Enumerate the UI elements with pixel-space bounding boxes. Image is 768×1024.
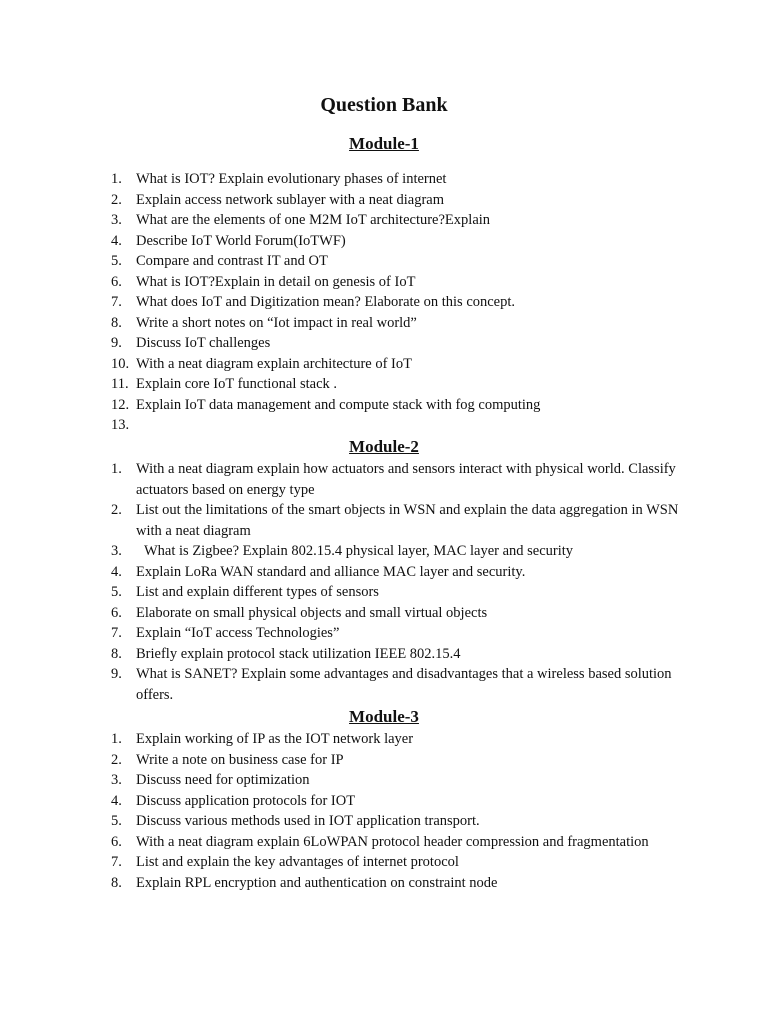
question-item <box>0 272 768 293</box>
module-1-question-list <box>0 169 768 433</box>
question-text: Write a short notes on “Iot impact in real world” <box>136 314 417 331</box>
question-number: 4. <box>111 563 122 580</box>
question-text: Explain access network sublayer with a neat diagram <box>136 191 445 208</box>
question-item <box>0 210 768 231</box>
question-item <box>0 500 768 541</box>
question-item <box>0 190 768 211</box>
question-number: 6. <box>111 273 122 290</box>
question-number: 10. <box>111 355 130 372</box>
question-item <box>0 374 768 395</box>
question-number: 5. <box>111 813 122 829</box>
question-text: Explain core IoT functional stack . <box>136 376 338 392</box>
question-number: 8. <box>111 874 122 891</box>
question-number: 5. <box>111 584 122 600</box>
module-2-question-list <box>0 459 768 705</box>
question-item <box>0 729 768 750</box>
module-1-heading: Module-1 <box>349 134 419 153</box>
question-text: Elaborate on small physical objects and small virtual objects <box>136 604 488 621</box>
question-number: 2. <box>111 751 122 768</box>
question-item <box>0 459 768 500</box>
question-item <box>0 603 768 624</box>
question-item <box>0 664 768 705</box>
question-number: 12. <box>111 396 130 413</box>
question-number: 9. <box>111 666 122 682</box>
page-title: Question Bank <box>320 94 448 116</box>
question-text: What is Zigbee? Explain 802.15.4 physical layer, MAC layer and security <box>144 543 574 559</box>
question-item <box>0 169 768 190</box>
question-item <box>0 750 768 771</box>
module-3-question-list <box>0 729 768 893</box>
module-2-heading: Module-2 <box>349 437 419 456</box>
question-item <box>0 623 768 644</box>
question-text: What is IOT?Explain in detail on genesis of IoT <box>136 273 416 290</box>
question-number: 3. <box>111 543 122 559</box>
question-number: 4. <box>111 792 122 809</box>
question-number: 3. <box>111 212 122 228</box>
question-text: Discuss IoT challenges <box>136 335 271 351</box>
question-number: 4. <box>111 232 122 249</box>
question-item <box>0 644 768 665</box>
question-text: What is SANET? Explain some advantages and disadvantages that a wireless based solution offers. <box>136 666 672 703</box>
question-number: 3. <box>111 772 122 788</box>
question-number: 2. <box>111 191 122 208</box>
question-item <box>0 395 768 416</box>
question-text: Explain RPL encryption and authentication on constraint node <box>136 874 498 891</box>
question-number: 8. <box>111 645 122 662</box>
question-text: With a neat diagram explain 6LoWPAN protocol header compression and fragmentation <box>136 833 649 850</box>
question-item <box>0 313 768 334</box>
question-item <box>0 251 768 272</box>
question-text: Write a note on business case for IP <box>136 751 344 768</box>
question-text: What is IOT? Explain evolutionary phases of internet <box>136 171 447 187</box>
question-item <box>0 541 768 562</box>
question-text: Explain IoT data management and compute stack with fog computing <box>136 396 541 413</box>
question-text: Discuss various methods used in IOT application transport. <box>136 813 480 829</box>
question-text: What does IoT and Digitization mean? Elaborate on this concept. <box>136 294 516 310</box>
module-3-heading: Module-3 <box>349 707 419 726</box>
question-text: List out the limitations of the smart objects in WSN and explain the data aggregation in WSN with a neat diagram <box>136 502 679 539</box>
question-item <box>0 292 768 313</box>
question-text: Explain working of IP as the IOT network layer <box>136 731 414 747</box>
question-number: 7. <box>111 625 122 641</box>
question-number: 7. <box>111 854 122 870</box>
question-number: 13. <box>111 417 130 433</box>
question-text: With a neat diagram explain architecture of IoT <box>136 355 412 372</box>
question-text: Compare and contrast IT and OT <box>136 253 328 269</box>
question-text: Discuss application protocols for IOT <box>136 792 356 809</box>
question-number: 2. <box>111 502 122 518</box>
question-text: Briefly explain protocol stack utilization IEEE 802.15.4 <box>136 645 461 662</box>
question-number: 7. <box>111 294 122 310</box>
question-text: List and explain the key advantages of internet protocol <box>136 854 459 870</box>
question-item <box>0 562 768 583</box>
question-number: 6. <box>111 604 122 621</box>
question-number: 8. <box>111 314 122 331</box>
question-item <box>0 873 768 894</box>
question-item <box>0 770 768 791</box>
question-item <box>0 333 768 354</box>
question-number: 1. <box>111 171 122 187</box>
question-item <box>0 354 768 375</box>
question-item <box>0 231 768 252</box>
question-number: 1. <box>111 731 122 747</box>
question-text: With a neat diagram explain how actuators and sensors interact with physical world. Classify actuators based on energy type <box>136 461 676 498</box>
question-number: 1. <box>111 461 122 477</box>
question-text: Explain LoRa WAN standard and alliance MAC layer and security. <box>136 563 526 580</box>
question-item <box>0 852 768 873</box>
question-text: Describe IoT World Forum(IoTWF) <box>136 232 346 249</box>
question-number: 6. <box>111 833 122 850</box>
question-number: 11. <box>111 376 129 392</box>
question-text: What are the elements of one M2M IoT architecture?Explain <box>136 212 491 228</box>
question-text: Discuss need for optimization <box>136 772 310 788</box>
question-item <box>0 582 768 603</box>
question-item <box>0 811 768 832</box>
question-item <box>0 791 768 812</box>
question-text: Explain “IoT access Technologies” <box>136 625 340 641</box>
question-text: List and explain different types of sensors <box>136 584 379 600</box>
question-number: 9. <box>111 335 122 351</box>
question-number: 5. <box>111 253 122 269</box>
question-item <box>0 832 768 853</box>
